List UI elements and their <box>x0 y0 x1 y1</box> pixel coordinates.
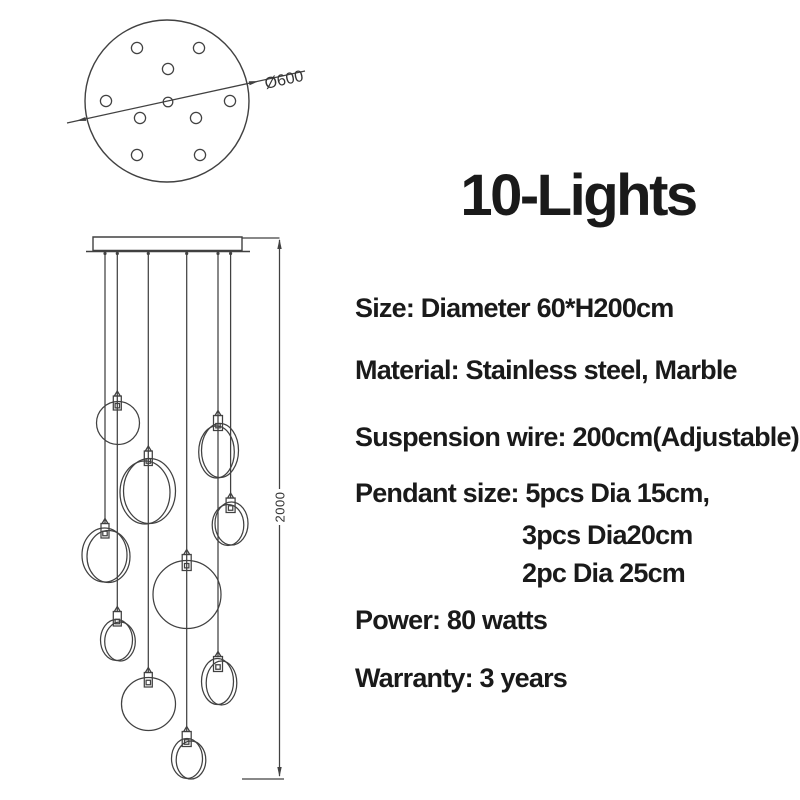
spec-pendant-size-line1: Pendant size: 5pcs Dia 15cm, <box>355 478 710 508</box>
pendant-globe <box>215 502 248 545</box>
spec-material: Material: Stainless steel, Marble <box>355 355 737 385</box>
arrowhead-right-icon <box>249 81 259 85</box>
pendant <box>82 519 130 583</box>
canopy-hole <box>162 63 173 74</box>
drop-height-label: 2000 <box>272 491 288 523</box>
ceiling-plate <box>93 237 242 251</box>
canopy-hole <box>131 42 142 53</box>
canopy-diameter-dimension <box>67 68 305 123</box>
pendant <box>101 607 136 662</box>
height-dimension <box>242 238 288 779</box>
pendant-globe <box>124 459 176 524</box>
canopy-hole <box>224 95 235 106</box>
pendant-globe-edge <box>120 461 170 524</box>
spec-suspension-wire: Suspension wire: 200cm(Adjustable) <box>355 422 799 452</box>
pendant <box>202 652 237 706</box>
wire-anchor-dots <box>103 252 232 255</box>
spec-power: Power: 80 watts <box>355 605 548 635</box>
pendant-side-view <box>82 237 288 779</box>
pendant <box>122 668 176 731</box>
pendant-globe-edge <box>199 426 235 478</box>
canopy-hole <box>190 112 201 123</box>
pendant-holder-socket <box>228 506 232 510</box>
canopy-hole <box>193 42 204 53</box>
pendant-globe <box>202 424 239 478</box>
canopy-top-view <box>67 20 305 182</box>
arrowhead-left-icon <box>76 117 86 121</box>
arrowhead-down-icon <box>277 767 281 777</box>
canopy-hole <box>134 112 145 123</box>
pendant-globe <box>122 678 176 731</box>
pendant-holder-socket <box>103 531 107 535</box>
spec-warranty: Warranty: 3 years <box>355 663 568 693</box>
pendant <box>97 391 140 445</box>
canopy-hole <box>100 95 111 106</box>
spec-size: Size: Diameter 60*H200cm <box>355 293 674 323</box>
pendant-globe-edge <box>105 622 136 661</box>
pendant <box>172 727 206 780</box>
product-title: 10-Lights <box>460 163 696 228</box>
arrowhead-up-icon <box>277 239 281 249</box>
canopy-hole <box>194 149 205 160</box>
pendant-holder-socket <box>146 680 150 684</box>
canopy-hole <box>131 149 142 160</box>
canopy-diameter-label: Ø600 <box>263 67 306 93</box>
pendant-holder-socket <box>216 665 220 669</box>
pendant-globe-edge <box>206 661 237 705</box>
spec-pendant-size-line3: 2pc Dia 25cm <box>522 558 685 588</box>
spec-pendant-size-line2: 3pcs Dia20cm <box>522 520 693 550</box>
